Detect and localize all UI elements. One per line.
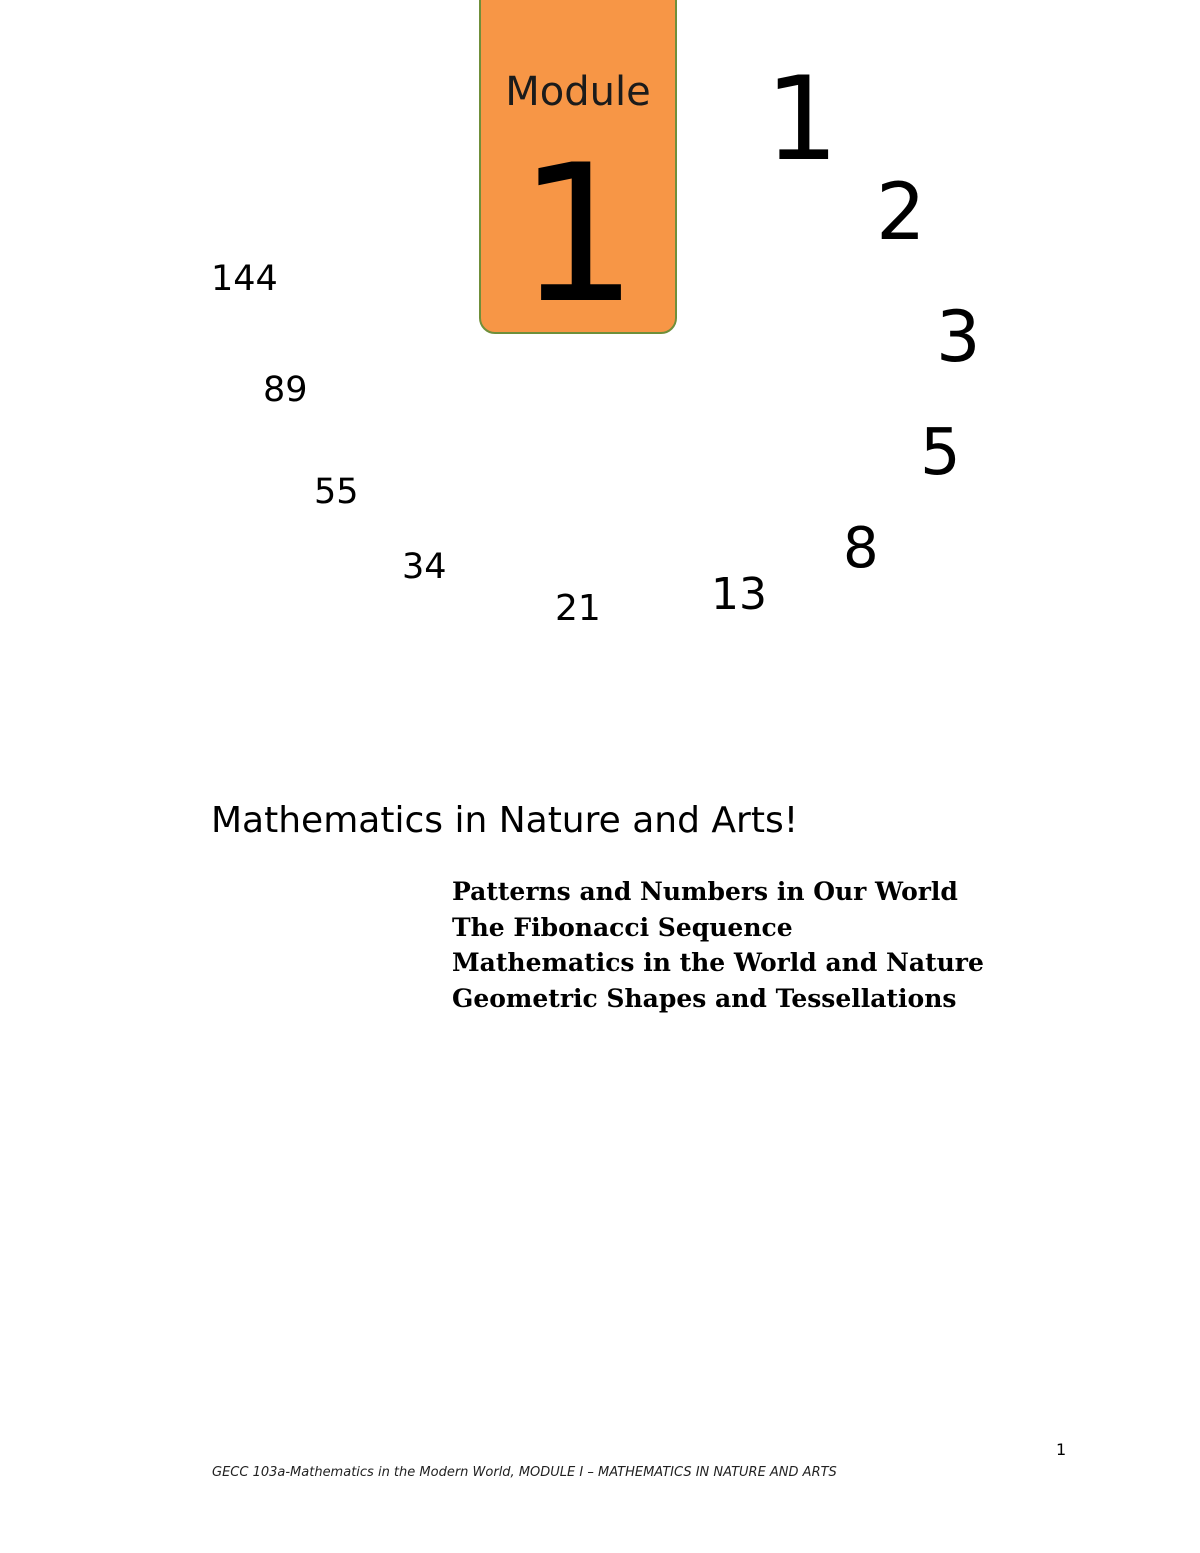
footer-text: GECC 103a-Mathematics in the Modern World, MODULE I – MATHEMATICS IN NATURE AND ARTS xyxy=(212,1465,837,1480)
page-number: 1 xyxy=(1056,1440,1067,1459)
fib-number-3: 3 xyxy=(936,296,981,378)
topic-list xyxy=(452,874,984,1016)
fib-number-89: 89 xyxy=(263,370,308,410)
module-tab xyxy=(479,0,677,345)
fib-number-2: 2 xyxy=(876,168,926,258)
fib-number-13: 13 xyxy=(711,569,767,620)
fib-number-144: 144 xyxy=(211,259,278,299)
module-number: 1 xyxy=(517,124,639,345)
topic-item: The Fibonacci Sequence xyxy=(452,912,793,942)
fib-number-5: 5 xyxy=(920,416,961,490)
page-title: Mathematics in Nature and Arts! xyxy=(211,800,799,841)
fib-number-1: 1 xyxy=(765,52,839,187)
topic-item: Patterns and Numbers in Our World xyxy=(452,877,958,906)
module-label: Module xyxy=(505,69,651,115)
fib-number-21: 21 xyxy=(555,588,601,629)
fib-number-34: 34 xyxy=(402,547,447,587)
fib-number-8: 8 xyxy=(843,516,879,581)
topic-item: Mathematics in the World and Nature xyxy=(452,948,984,977)
fib-number-55: 55 xyxy=(314,472,359,512)
topic-item: Geometric Shapes and Tessellations xyxy=(452,983,957,1013)
